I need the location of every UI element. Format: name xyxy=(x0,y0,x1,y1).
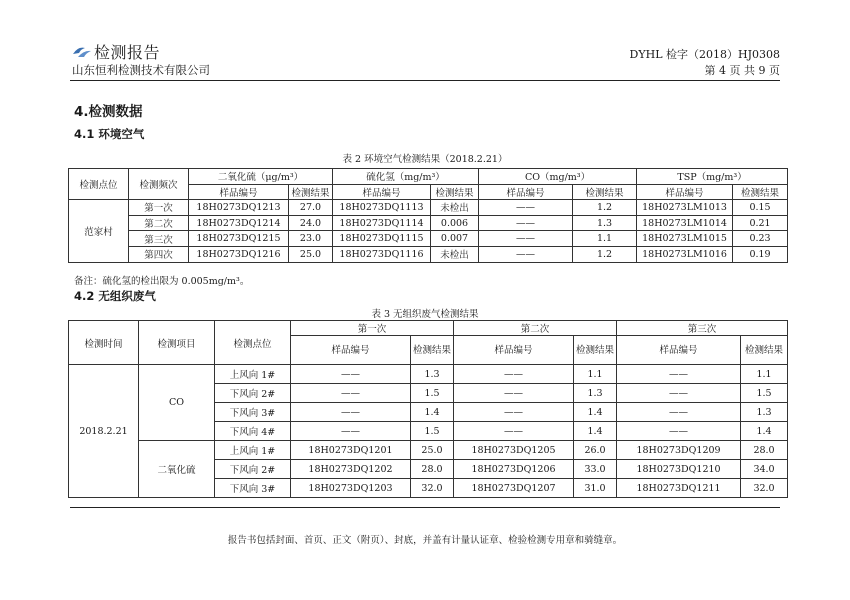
sample-no-cell: 18H0273DQ1206 xyxy=(454,460,574,479)
col-header-h2s: 硫化氢（mg/m³） xyxy=(333,169,479,185)
subsection-ambient-air: 4.1 环境空气 xyxy=(74,127,145,141)
col-header-sample-no: 样品编号 xyxy=(454,336,574,365)
result-cell: 1.5 xyxy=(411,422,454,441)
item-cell: CO xyxy=(139,365,215,441)
sample-no-cell: 18H0273LM1013 xyxy=(637,200,733,216)
section-title: 4.检测数据 xyxy=(74,104,143,120)
frequency-cell: 第二次 xyxy=(129,215,189,231)
point-cell: 上风向 1# xyxy=(215,365,291,384)
table-row xyxy=(69,441,788,460)
sample-no-cell: 18H0273DQ1114 xyxy=(333,215,431,231)
result-cell: 1.5 xyxy=(411,384,454,403)
result-cell: 1.1 xyxy=(574,365,617,384)
table-row xyxy=(69,365,788,384)
result-cell: 1.5 xyxy=(741,384,788,403)
result-cell: 1.4 xyxy=(574,403,617,422)
sample-no-cell: 18H0273DQ1211 xyxy=(617,479,741,498)
sample-no-cell: —— xyxy=(479,246,573,262)
sample-no-cell: 18H0273DQ1215 xyxy=(189,231,289,247)
sample-no-cell: 18H0273DQ1214 xyxy=(189,215,289,231)
ambient-air-table xyxy=(68,168,788,263)
location-cell: 范家村 xyxy=(69,200,129,262)
result-cell: 0.15 xyxy=(733,200,788,216)
sample-no-cell: —— xyxy=(479,215,573,231)
table-row xyxy=(69,215,788,231)
point-cell: 下风向 2# xyxy=(215,384,291,403)
table-2-caption: 表 2 环境空气检测结果（2018.2.21） xyxy=(342,154,508,165)
sample-no-cell: 18H0273DQ1207 xyxy=(454,479,574,498)
result-cell: 23.0 xyxy=(289,231,333,247)
sample-no-cell: —— xyxy=(479,231,573,247)
table-row xyxy=(69,231,788,247)
result-cell: 0.006 xyxy=(431,215,479,231)
report-header-brand xyxy=(72,40,160,63)
sample-no-cell: —— xyxy=(291,422,411,441)
result-cell: 32.0 xyxy=(411,479,454,498)
col-header-sample-no: 样品编号 xyxy=(479,184,573,200)
result-cell: 1.3 xyxy=(574,384,617,403)
table-2-note: 备注：硫化氢的检出限为 0.005mg/m³。 xyxy=(74,276,250,287)
result-cell: 32.0 xyxy=(741,479,788,498)
table-3-caption: 表 3 无组织废气检测结果 xyxy=(371,309,479,320)
document-number: DYHL 检字（2018）HJ0308 xyxy=(629,48,780,61)
subsection-fugitive-gas: 4.2 无组织废气 xyxy=(74,289,156,303)
col-header-frequency: 检测频次 xyxy=(129,169,189,200)
table-row xyxy=(69,200,788,216)
frequency-cell: 第四次 xyxy=(129,246,189,262)
sample-no-cell: —— xyxy=(617,403,741,422)
col-header-round-2: 第二次 xyxy=(454,321,617,336)
col-header-result: 检测结果 xyxy=(431,184,479,200)
report-title: 检测报告 xyxy=(94,43,161,62)
result-cell: 26.0 xyxy=(574,441,617,460)
col-header-result: 检测结果 xyxy=(289,184,333,200)
sample-no-cell: —— xyxy=(454,403,574,422)
result-cell: 1.3 xyxy=(573,215,637,231)
col-header-round-1: 第一次 xyxy=(291,321,454,336)
result-cell: 0.19 xyxy=(733,246,788,262)
fugitive-gas-table xyxy=(68,320,788,498)
col-header-sample-no: 样品编号 xyxy=(637,184,733,200)
col-header-point: 检测点位 xyxy=(69,169,129,200)
sample-no-cell: 18H0273LM1015 xyxy=(637,231,733,247)
result-cell: 未检出 xyxy=(431,200,479,216)
sample-no-cell: —— xyxy=(291,365,411,384)
col-header-result: 检测结果 xyxy=(741,336,788,365)
frequency-cell: 第三次 xyxy=(129,231,189,247)
col-header-point: 检测点位 xyxy=(215,321,291,365)
sample-no-cell: 18H0273DQ1115 xyxy=(333,231,431,247)
sample-no-cell: —— xyxy=(454,384,574,403)
col-header-sample-no: 样品编号 xyxy=(189,184,289,200)
result-cell: 33.0 xyxy=(574,460,617,479)
result-cell: 31.0 xyxy=(574,479,617,498)
result-cell: 1.2 xyxy=(573,246,637,262)
sample-no-cell: —— xyxy=(454,422,574,441)
col-header-result: 检测结果 xyxy=(573,184,637,200)
point-cell: 下风向 2# xyxy=(215,460,291,479)
table-row xyxy=(69,246,788,262)
frequency-cell: 第一次 xyxy=(129,200,189,216)
col-header-result: 检测结果 xyxy=(411,336,454,365)
sample-no-cell: —— xyxy=(617,422,741,441)
point-cell: 上风向 1# xyxy=(215,441,291,460)
col-header-time: 检测时间 xyxy=(69,321,139,365)
sample-no-cell: —— xyxy=(291,384,411,403)
item-cell: 二氧化硫 xyxy=(139,441,215,498)
sample-no-cell: —— xyxy=(479,200,573,216)
result-cell: 1.3 xyxy=(411,365,454,384)
sample-no-cell: 18H0273DQ1216 xyxy=(189,246,289,262)
footer-note: 报告书包括封面、首页、正文（附页）、封底，并盖有计量认证章、检验检测专用章和骑缝章。 xyxy=(227,535,623,546)
result-cell: 34.0 xyxy=(741,460,788,479)
sample-no-cell: —— xyxy=(454,365,574,384)
sample-no-cell: 18H0273LM1014 xyxy=(637,215,733,231)
result-cell: 0.21 xyxy=(733,215,788,231)
sample-no-cell: 18H0273DQ1116 xyxy=(333,246,431,262)
result-cell: 27.0 xyxy=(289,200,333,216)
col-header-tsp: TSP（mg/m³） xyxy=(637,169,788,185)
sample-no-cell: 18H0273DQ1213 xyxy=(189,200,289,216)
sample-no-cell: —— xyxy=(617,365,741,384)
col-header-sample-no: 样品编号 xyxy=(291,336,411,365)
point-cell: 下风向 4# xyxy=(215,422,291,441)
col-header-sample-no: 样品编号 xyxy=(333,184,431,200)
col-header-so2: 二氧化硫（μg/m³） xyxy=(189,169,333,185)
page-number: 第 4 页 共 9 页 xyxy=(704,64,780,77)
result-cell: 25.0 xyxy=(411,441,454,460)
result-cell: 28.0 xyxy=(411,460,454,479)
result-cell: 1.1 xyxy=(573,231,637,247)
result-cell: 未检出 xyxy=(431,246,479,262)
result-cell: 28.0 xyxy=(741,441,788,460)
sample-no-cell: 18H0273DQ1202 xyxy=(291,460,411,479)
result-cell: 1.3 xyxy=(741,403,788,422)
sample-no-cell: —— xyxy=(291,403,411,422)
sample-no-cell: 18H0273DQ1203 xyxy=(291,479,411,498)
sample-no-cell: 18H0273DQ1113 xyxy=(333,200,431,216)
result-cell: 1.4 xyxy=(411,403,454,422)
result-cell: 1.4 xyxy=(574,422,617,441)
point-cell: 下风向 3# xyxy=(215,403,291,422)
sample-no-cell: —— xyxy=(617,384,741,403)
col-header-sample-no: 样品编号 xyxy=(617,336,741,365)
result-cell: 1.2 xyxy=(573,200,637,216)
result-cell: 1.4 xyxy=(741,422,788,441)
company-logo-icon xyxy=(72,45,92,59)
result-cell: 24.0 xyxy=(289,215,333,231)
col-header-result: 检测结果 xyxy=(574,336,617,365)
footer-divider xyxy=(70,507,780,508)
sample-no-cell: 18H0273DQ1209 xyxy=(617,441,741,460)
sample-no-cell: 18H0273DQ1205 xyxy=(454,441,574,460)
result-cell: 0.007 xyxy=(431,231,479,247)
sample-no-cell: 18H0273DQ1210 xyxy=(617,460,741,479)
col-header-round-3: 第三次 xyxy=(617,321,788,336)
col-header-item: 检测项目 xyxy=(139,321,215,365)
col-header-co: CO（mg/m³） xyxy=(479,169,637,185)
result-cell: 25.0 xyxy=(289,246,333,262)
company-name: 山东恒利检测技术有限公司 xyxy=(72,63,210,77)
result-cell: 1.1 xyxy=(741,365,788,384)
col-header-result: 检测结果 xyxy=(733,184,788,200)
header-divider xyxy=(70,80,780,81)
sample-no-cell: 18H0273LM1016 xyxy=(637,246,733,262)
point-cell: 下风向 3# xyxy=(215,479,291,498)
result-cell: 0.23 xyxy=(733,231,788,247)
sample-no-cell: 18H0273DQ1201 xyxy=(291,441,411,460)
date-cell: 2018.2.21 xyxy=(69,365,139,498)
